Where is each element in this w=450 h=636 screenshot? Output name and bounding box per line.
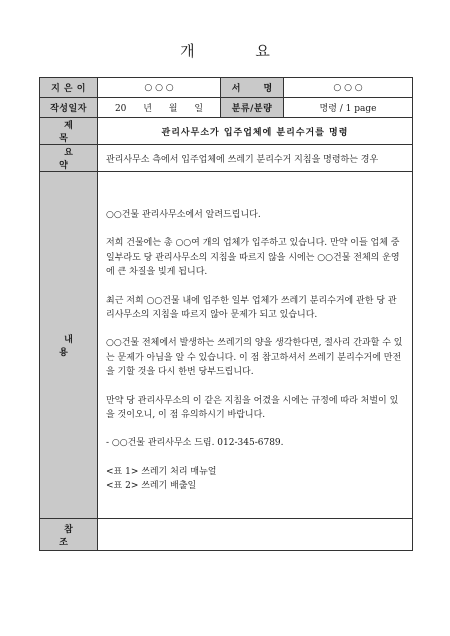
category-label: 분류/분량 xyxy=(221,98,284,118)
content-body xyxy=(98,172,413,519)
reference-table-1: <표 1> 쓰레기 처리 매뉴얼 xyxy=(106,466,217,477)
reference-value xyxy=(98,519,413,551)
subject-value: 관리사무소가 입주업체에 분리수거를 명령 xyxy=(98,118,413,145)
reference-table-2: <표 2> 쓰레기 배출일 xyxy=(106,481,197,492)
date-row xyxy=(40,98,413,118)
content-row xyxy=(40,172,413,519)
summary-value: 관리사무소 측에서 입주업체에 쓰레기 분리수거 지침을 명령하는 경우 xyxy=(98,145,413,172)
summary-row xyxy=(40,145,413,172)
category-value: 명령 / 1 page xyxy=(284,98,413,118)
writer-row xyxy=(40,78,413,98)
sign-label: 서 명 xyxy=(221,78,284,98)
subject-row xyxy=(40,118,413,145)
reference-row xyxy=(40,519,413,551)
overview-table xyxy=(39,77,413,551)
date-value: 20 년 월 일 xyxy=(98,98,221,118)
summary-label: 요 약 xyxy=(40,145,98,172)
content-paragraph: 저희 건물에는 총 ○○여 개의 업체가 입주하고 있습니다. 만약 이들 업체 중 일부라도 당 관리사무소의 지침을 따르지 않을 시에는 ○○건물 전체의 운영에 큰 차질을 빚게 됩니다. xyxy=(106,238,400,278)
writer-label: 지 은 이 xyxy=(40,78,98,98)
content-signoff: - ○○건물 관리사무소 드림. 012-345-6789. xyxy=(106,438,284,449)
document-title: 개 요 xyxy=(180,42,298,60)
subject-label: 제 목 xyxy=(40,118,98,145)
writer-value: ○ ○ ○ xyxy=(98,78,221,98)
content-paragraph: 만약 당 관리사무소의 이 같은 지침을 어겼을 시에는 규정에 따라 처벌이 있을 것이오니, 이 점 유의하시기 바랍니다. xyxy=(106,395,399,420)
content-label: 내 용 xyxy=(40,172,98,519)
date-label: 작성일자 xyxy=(40,98,98,118)
content-paragraph: ○○건물 관리사무소에서 알려드립니다. xyxy=(106,210,261,220)
content-paragraph: 최근 저희 ○○건물 내에 입주한 일부 업체가 쓰레기 분리수거에 관한 당 관리사무소의 지침을 따르지 않아 문제가 되고 있습니다. xyxy=(106,295,397,320)
sign-value: ○ ○ ○ xyxy=(284,78,413,98)
reference-label: 참 조 xyxy=(40,519,98,551)
content-paragraph: ○○건물 전체에서 발생하는 쓰레기의 양을 생각한다면, 절사리 간과할 수 있는 문제가 아님을 알 수 있습니다. 이 점 참고하셔서 쓰레기 분리수거에 만전을 기할 것을 다시 한번 당부드립니다. xyxy=(106,338,403,378)
